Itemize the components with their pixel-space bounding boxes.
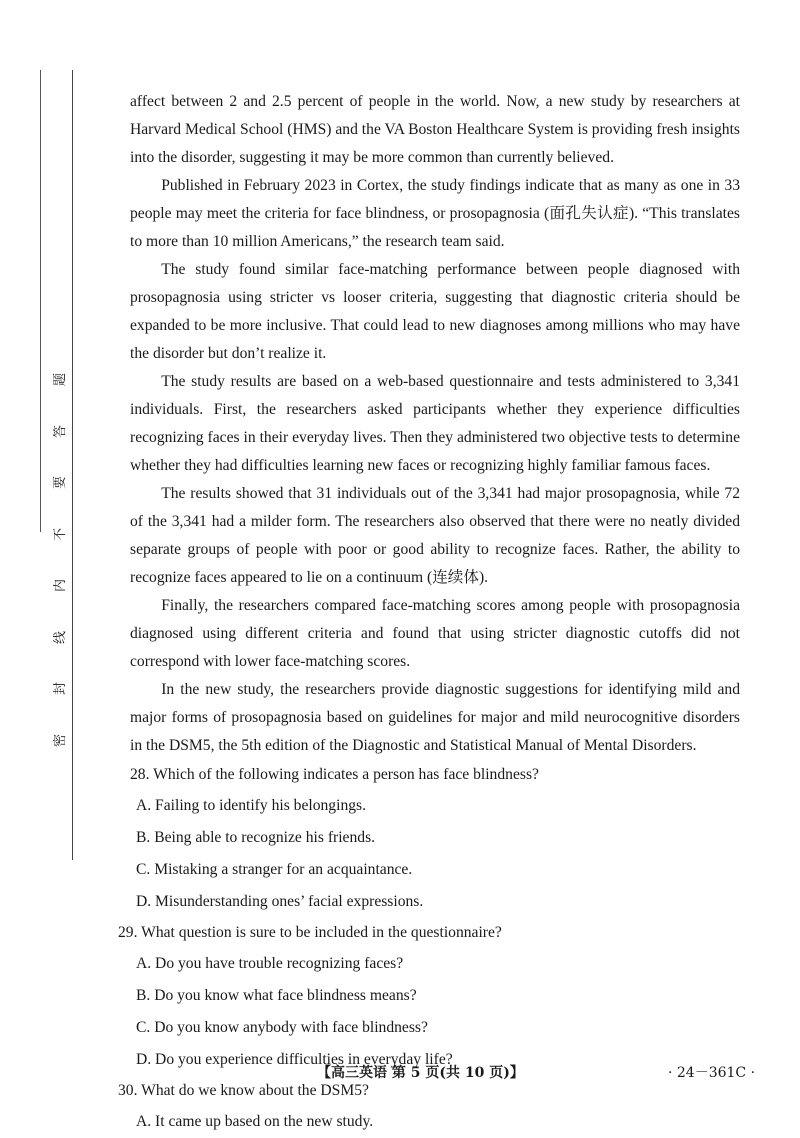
option: C. Mistaking a stranger for an acquaintance.	[136, 861, 413, 878]
margin-char: 要	[53, 476, 69, 490]
footer-page-info: 【高三英语 第 5 页(共 10 页)】	[317, 1065, 524, 1081]
paragraph: The results showed that 31 individuals out of the 3,341 had major prosopagnosia, while 72 of the 3,341 had a milder form. The researchers also observed that there were no neatly divided separate groups of people with poor or good ability to recognize faces. Rather, the ability to recognize faces appeared to lie on a continuum (连续体).	[130, 485, 740, 586]
option: D. Misunderstanding ones’ facial expressions.	[136, 893, 424, 910]
paragraph: In the new study, the researchers provide diagnostic suggestions for identifying mild and major forms of prosopagnosia based on guidelines for major and mild neurocognitive disorders in the DSM5, the 5th edition of the Diagnostic and Statistical Manual of Mental Disorders.	[130, 681, 740, 754]
paragraph: Published in February 2023 in Cortex, the study findings indicate that as many as one in 33 people may meet the criteria for face blindness, or prosopagnosia (面孔失认症). “This translates to more than 10 million Americans,” the research team said.	[130, 177, 740, 250]
option: A. It came up based on the new study.	[136, 1113, 374, 1130]
binding-line-inner	[72, 70, 73, 860]
footer-code: · 24－361C ·	[668, 1065, 756, 1081]
margin-char: 答	[53, 424, 69, 438]
question-30	[118, 1076, 740, 1138]
paragraph: affect between 2 and 2.5 percent of people in the world. Now, a new study by researchers at Harvard Medical School (HMS) and the VA Boston Healthcare System is providing fresh insights into the disorder, suggesting it may be more common than currently believed.	[130, 93, 740, 166]
option: D. Do you experience difficulties in everyday life?	[136, 1051, 453, 1068]
margin-char: 题	[53, 372, 69, 387]
margin-char: 内	[53, 579, 69, 593]
margin-notice	[49, 370, 69, 750]
option: A. Do you have trouble recognizing faces?	[136, 955, 404, 972]
question-stem: 29. What question is sure to be included in the questionnaire?	[118, 924, 502, 941]
paragraph: The study found similar face-matching performance between people diagnosed with prosopagnosia using stricter vs looser criteria, suggesting that diagnostic criteria should be expanded to be more inclusive. That could lead to new diagnoses among millions who may have the disorder but don’t realize it.	[130, 261, 740, 362]
passage	[118, 88, 740, 1138]
question-28	[130, 760, 740, 918]
question-29	[118, 918, 740, 1076]
option: B. Do you know what face blindness means?	[136, 987, 417, 1004]
binding-line-outer	[40, 70, 41, 532]
margin-char: 线	[53, 630, 69, 644]
question-stem: 28. Which of the following indicates a person has face blindness?	[130, 766, 539, 783]
paragraph: Finally, the researchers compared face-matching scores among people with prosopagnosia diagnosed using different criteria and found that using stricter diagnostic cutoffs did not correspond with lower face-matching scores.	[130, 597, 740, 670]
paragraph: The study results are based on a web-based questionnaire and tests administered to 3,341 individuals. First, the researchers asked participants whether they experience difficulties recognizing faces in their everyday lives. Then they administered two objective tests to determine whether they had difficulties learning new faces or recognizing highly familiar famous faces.	[130, 373, 740, 474]
margin-char: 不	[53, 527, 69, 541]
option: B. Being able to recognize his friends.	[136, 829, 376, 846]
option: A. Failing to identify his belongings.	[136, 797, 367, 814]
option: C. Do you know anybody with face blindness?	[136, 1019, 428, 1036]
margin-char: 封	[53, 682, 69, 696]
question-stem: 30. What do we know about the DSM5?	[118, 1082, 369, 1099]
margin-char: 密	[53, 733, 69, 747]
